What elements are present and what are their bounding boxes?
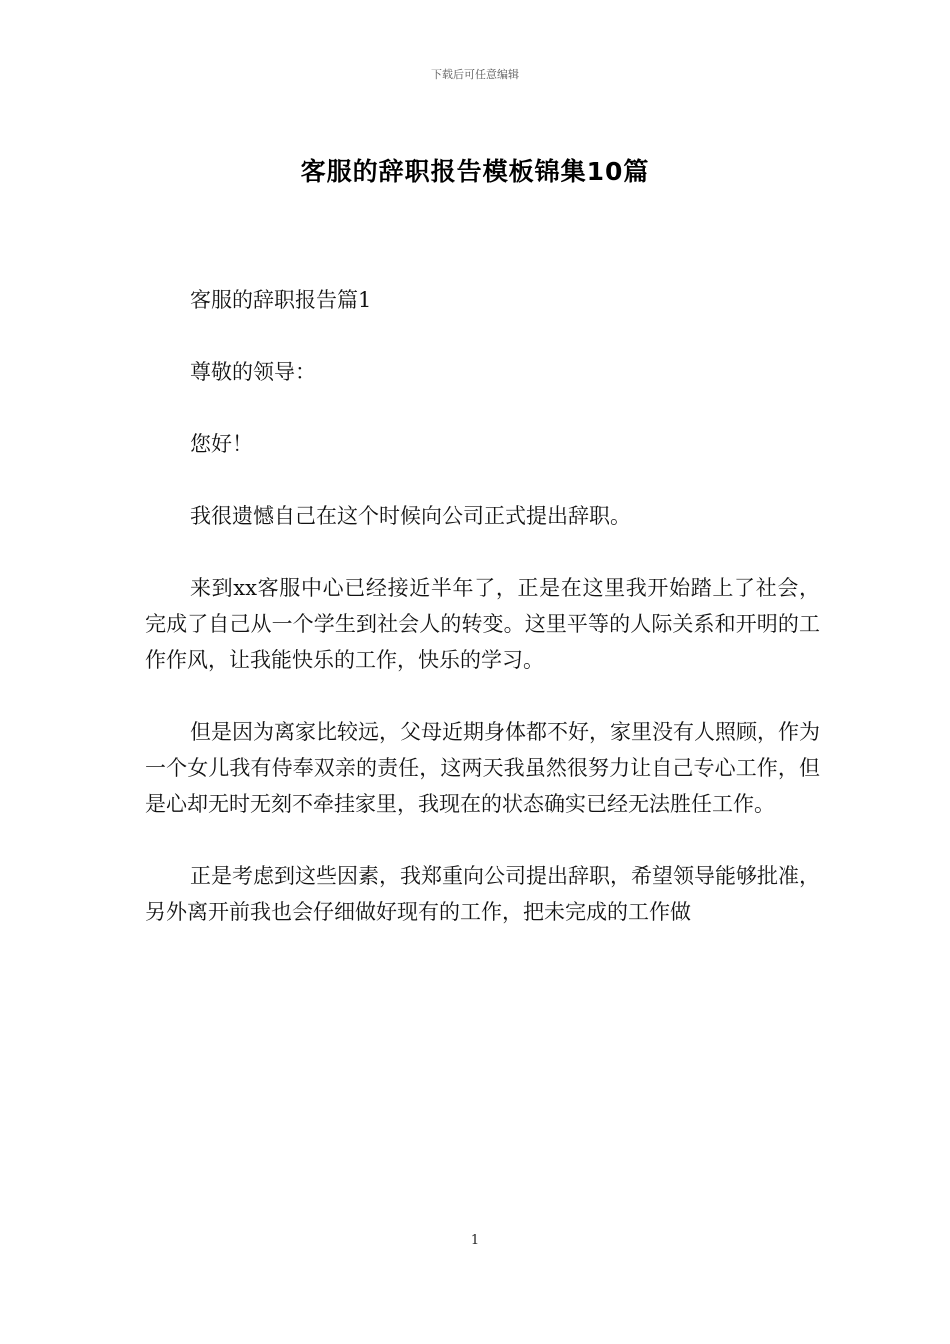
document-title: 客服的辞职报告模板锦集10篇	[300, 157, 650, 186]
salutation: 尊敬的领导：	[190, 360, 316, 384]
document-body	[145, 282, 820, 930]
body-paragraph: 正是考虑到这些因素，我郑重向公司提出辞职，希望领导能够批准，另外离开前我也会仔细做好现有的工作，把未完成的工作做	[145, 864, 820, 924]
body-paragraph: 来到xx客服中心已经接近半年了，正是在这里我开始踏上了社会，完成了自己从一个学生到社会人的转变。这里平等的人际关系和开明的工作作风，让我能快乐的工作，快乐的学习。	[145, 576, 820, 672]
section-heading: 客服的辞职报告篇1	[190, 288, 372, 312]
header-note: 下载后可任意编辑	[431, 68, 519, 81]
greeting: 您好！	[190, 432, 253, 456]
body-paragraph: 但是因为离家比较远，父母近期身体都不好，家里没有人照顾，作为一个女儿我有侍奉双亲的责任，这两天我虽然很努力让自己专心工作，但是心却无时无刻不牵挂家里，我现在的状态确实已经无法胜任工作。	[145, 720, 820, 816]
body-paragraph: 我很遗憾自己在这个时候向公司正式提出辞职。	[190, 504, 631, 528]
page-number: 1	[470, 1233, 480, 1248]
